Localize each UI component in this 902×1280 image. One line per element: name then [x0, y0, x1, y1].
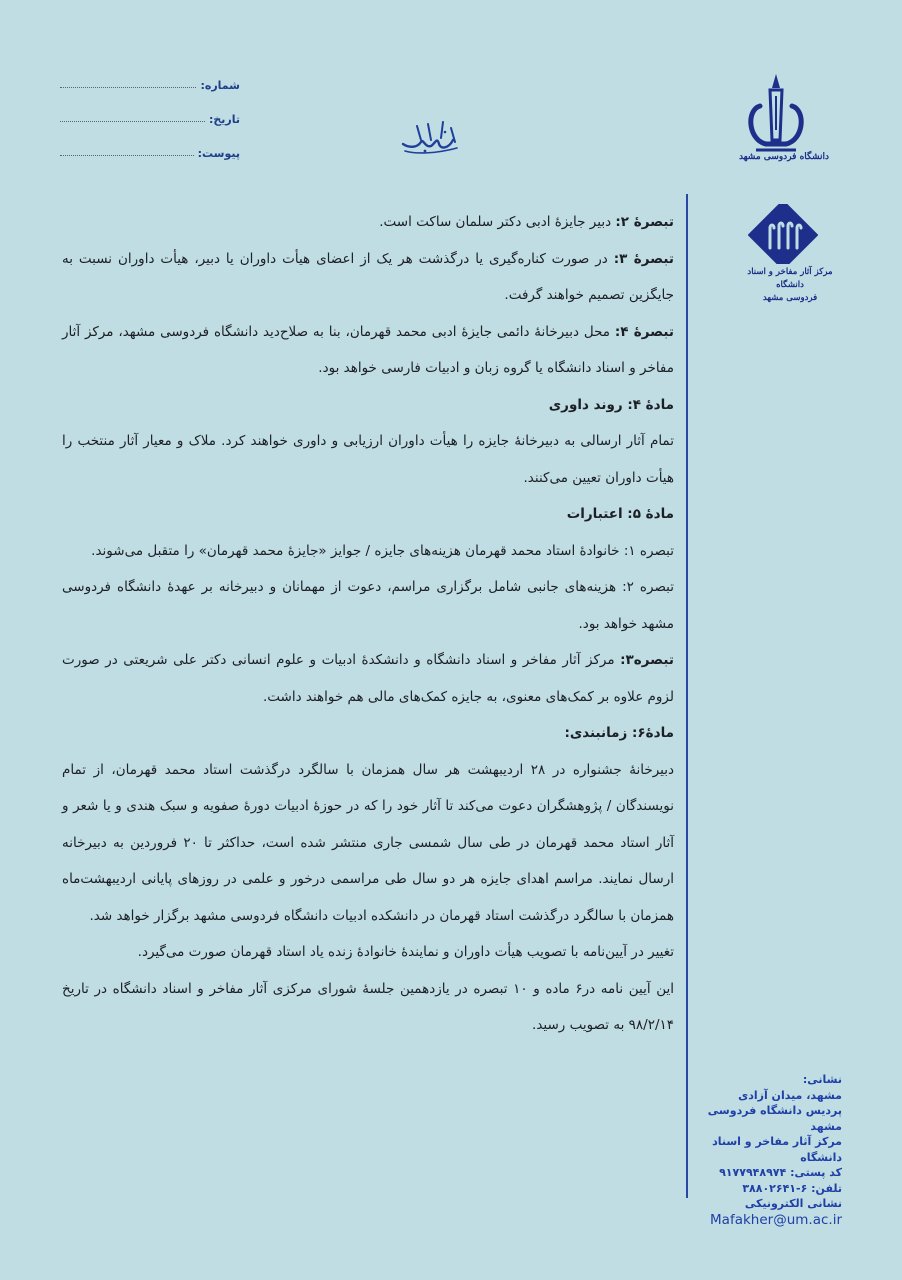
note-4-text: محل دبیرخانهٔ دائمی جایزهٔ ادبی محمد قهرمان، بنا به صلاح‌دید دانشگاه فردوسی مشهد، مرکز آثار مفاخر و اسناد دانشگاه یا گروه زبان و ادبیات فارسی خواهد بود. — [62, 323, 674, 376]
letter-body — [62, 204, 674, 1044]
article-5-heading: مادهٔ ۵: اعتبارات — [566, 506, 674, 522]
address-block — [690, 1072, 842, 1228]
attachment-field — [60, 140, 240, 160]
article-5-note-1: تبصره ۱: خانوادهٔ استاد محمد قهرمان هزینه‌های جایزه / جوایز «جایزهٔ محمد قهرمان» را متقبل می‌شوند. — [91, 542, 674, 559]
address-line3: مرکز آثار مفاخر و اسناد دانشگاه — [712, 1135, 842, 1164]
note-4-label: تبصرهٔ ۴: — [614, 323, 675, 340]
article-5-note-3-text: مرکز آثار مفاخر و اسناد دانشگاه و دانشکدهٔ ادبیات و علوم انسانی دکتر علی شریعتی در صورت لزوم علاوه بر کمک‌های معنوی، به جایزه کمک‌های مالی هم خواهند داشت. — [62, 652, 674, 705]
center-name-line2: فردوسی مشهد — [762, 293, 818, 303]
article-5-note-2: تبصره ۲: هزینه‌های جانبی شامل برگزاری مراسم، دعوت از مهمانان و دبیرخانه بر عهدهٔ دانشگاه فردوسی مشهد خواهد بود. — [62, 579, 674, 632]
amendment-text: تغییر در آیین‌نامه با تصویب هیأت داوران و نمایندهٔ خانوادهٔ زنده یاد استاد قهرمان صورت می‌گیرد. — [137, 944, 674, 960]
note-3-text: در صورت کناره‌گیری یا درگذشت هر یک از اعضای هیأت داوران یا دبیر، هیأت داوران نسبت به جایگزین تصمیم خواهند گرفت. — [62, 250, 674, 303]
vertical-divider — [686, 194, 688, 1198]
attachment-label: پیوست: — [197, 147, 240, 160]
date-dotted-line — [60, 120, 205, 122]
center-name — [734, 266, 846, 305]
postal-code: کد پستی: ۹۱۷۷۹۴۸۹۷۴ — [719, 1166, 842, 1179]
date-field — [60, 106, 240, 126]
university-name: دانشگاه فردوسی مشهد — [738, 152, 830, 162]
article-6-text: دبیرخانهٔ جشنواره در ۲۸ اردیبهشت هر سال همزمان با سالگرد درگذشت استاد محمد قهرمان، از تمام نویسندگان / پژوهشگران دعوت می‌کند تا آثار خود را که در حوزهٔ ادبیات دورهٔ صفویه و سبک هندی و یا شعر و آثار استاد محمد قهرمان در طی سال شمسی جاری منتشر شده است، حداکثر تا ۲۰ فروردین به دبیرخانه ارسال نمایند. مراسم اهدای جایزه هر دو سال طی مراسمی درخور و علمی در روزهای پایانی اردیبهشت‌ماه همزمان با سالگرد درگذشت استاد قهرمان در دانشکده ادبیات دانشگاه فردوسی مشهد برگزار خواهد شد. — [62, 761, 674, 924]
date-label: تاریخ: — [208, 113, 240, 126]
address-line1: مشهد، میدان آزادی — [738, 1088, 842, 1102]
number-dotted-line — [60, 86, 196, 88]
number-label: شماره: — [200, 79, 240, 92]
note-2 — [62, 204, 674, 241]
note-3-label: تبصرهٔ ۳: — [613, 250, 674, 267]
note-2-text: دبیر جایزهٔ ادبی دکتر سلمان ساکت است. — [379, 214, 616, 230]
invocation-calligraphy — [395, 118, 465, 156]
center-name-line1: مرکز آثار مفاخر و اسناد دانشگاه — [747, 267, 833, 290]
approval-text: این آیین نامه در۶ ماده و ۱۰ تبصره در یازدهمین جلسهٔ شورای مرکزی آثار مفاخر و اسناد دانشگاه در تاریخ ۹۸/۲/۱۴ به تصویب رسید. — [62, 980, 674, 1033]
address-line2: پردیس دانشگاه فردوسی مشهد — [707, 1104, 842, 1133]
note-2-label: تبصرهٔ ۲: — [615, 214, 674, 230]
attachment-dotted-line — [60, 154, 194, 156]
address-label: نشانی: — [802, 1073, 842, 1086]
center-logo-icon — [748, 204, 818, 264]
note-3 — [62, 241, 674, 314]
number-field — [60, 72, 240, 92]
phone-number: تلفن: ۶-۳۸۸۰۲۶۴۱ — [742, 1181, 842, 1195]
email-link[interactable]: Mafakher@um.ac.ir — [710, 1211, 842, 1228]
article-4-heading: مادهٔ ۴: روند داوری — [548, 396, 674, 413]
article-5-note-3-label: تبصره۳: — [620, 652, 674, 668]
email-label: نشانی الکترونیکی — [744, 1197, 842, 1210]
article-4-text: تمام آثار ارسالی به دبیرخانهٔ جایزه را هیأت داوران ارزیابی و داوری خواهند کرد. ملاک و معیار آثار منتخب را هیأت داوران تعیین می‌کنند. — [62, 433, 674, 486]
note-4 — [62, 314, 674, 387]
article-6-heading: مادهٔ۶: زمانبندی: — [564, 725, 674, 741]
article-5-note-3 — [62, 642, 674, 715]
